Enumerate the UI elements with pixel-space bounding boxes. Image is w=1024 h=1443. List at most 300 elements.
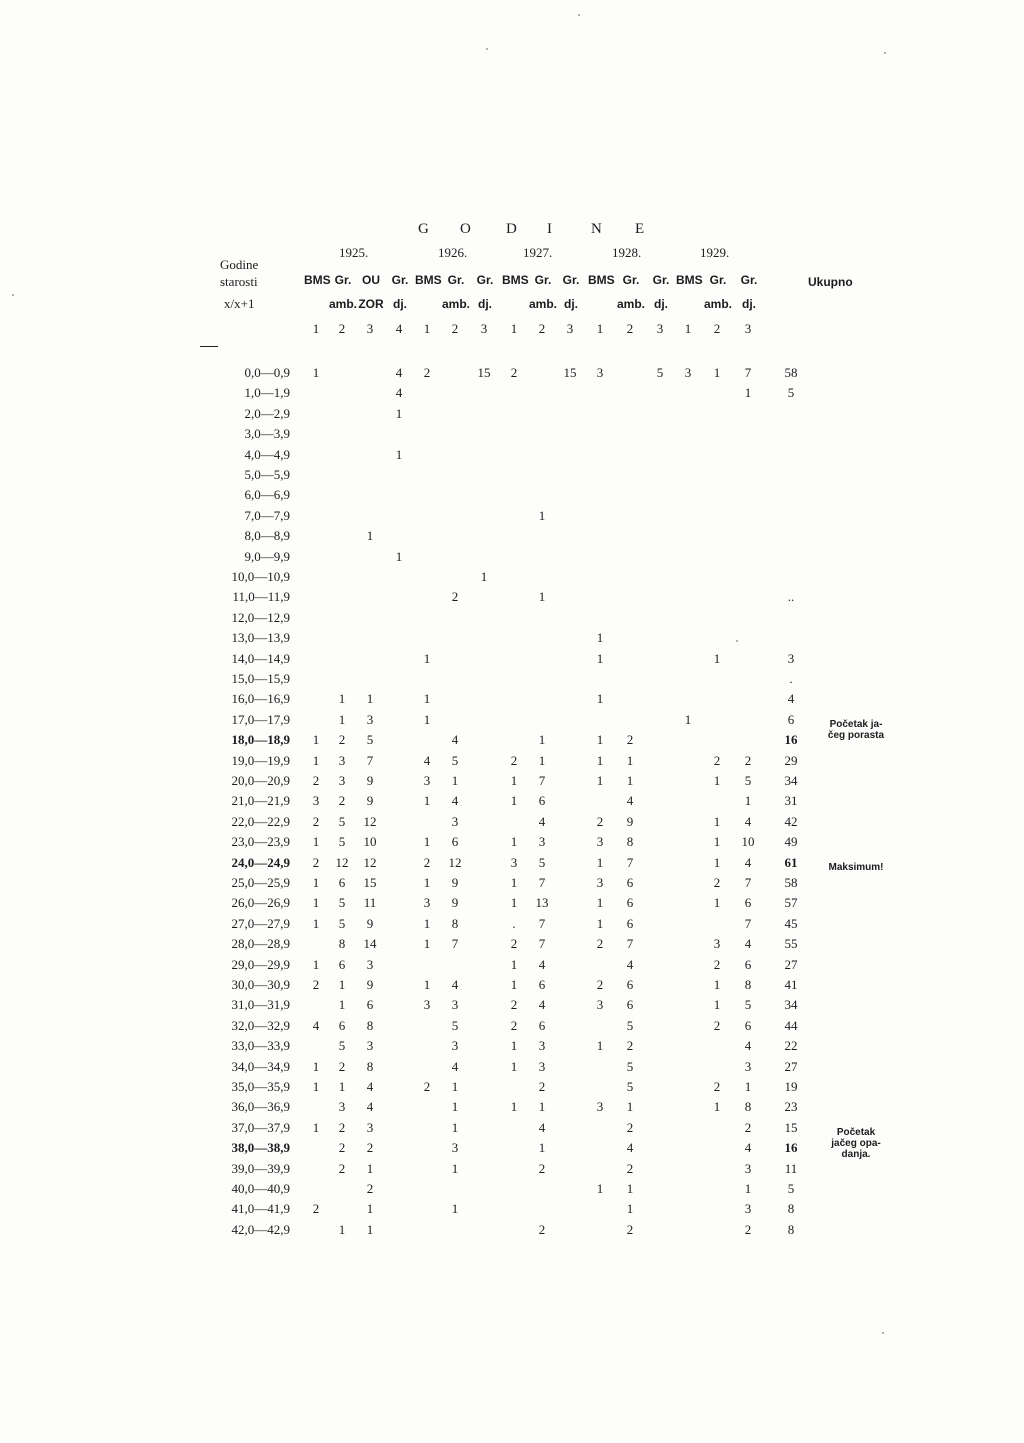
row-total: 16: [784, 732, 798, 748]
age-range: 5,0—5,9: [244, 467, 290, 482]
table-cell: 1: [366, 691, 374, 707]
table-cell: 2: [423, 854, 431, 870]
age-range: 3,0—3,9: [244, 426, 290, 442]
table-cell: 6: [451, 834, 459, 850]
table-cell: 1: [338, 1221, 346, 1237]
table-cell: 2: [744, 1221, 752, 1237]
table-cell: 4: [538, 813, 546, 829]
table-cell: 12: [363, 854, 377, 870]
table-cell: 1: [713, 1099, 721, 1115]
table-cell: 3: [596, 834, 604, 850]
age-range: 42,0—42,9: [231, 1221, 290, 1237]
table-cell: 4: [538, 997, 546, 1013]
table-cell: 1: [423, 793, 431, 809]
table-cell: 1: [366, 1221, 374, 1237]
row-total: 61: [784, 854, 798, 870]
column-subtype-label: dj.: [393, 297, 407, 311]
table-cell: 2: [626, 1160, 634, 1176]
column-type-label: Gr.: [709, 273, 727, 287]
year-label: 1928.: [612, 245, 642, 260]
table-cell: 1: [423, 915, 431, 931]
table-cell: 1: [596, 691, 604, 707]
table-cell: 4: [744, 1140, 752, 1156]
column-type-label: Gr.: [447, 273, 465, 287]
column-type-label: Gr.: [622, 273, 640, 287]
table-cell: 5: [451, 752, 459, 768]
table-cell: 4: [626, 793, 634, 809]
table-cell: 2: [510, 1017, 518, 1033]
column-type-label: OU: [362, 273, 380, 287]
table-cell: 9: [366, 773, 374, 788]
side-note-line: Početak ja-: [829, 718, 883, 730]
table-cell: 5: [366, 732, 374, 748]
table-cell: 1: [596, 773, 604, 788]
table-cell: 1: [713, 773, 721, 788]
table-cell: 4: [744, 1038, 752, 1054]
table-cell: 7: [744, 365, 752, 380]
age-range: 2,0—2,9: [244, 405, 290, 421]
table-cell: 1: [338, 997, 346, 1013]
table-cell: 1: [596, 630, 604, 646]
table-cell: 3: [596, 365, 604, 380]
table-cell: 1: [366, 528, 374, 544]
column-number: 3: [480, 321, 488, 336]
row-header-label: Godine: [220, 257, 259, 272]
table-cell: 9: [626, 813, 634, 829]
column-type-label: Gr.: [562, 273, 580, 287]
table-cell: 1: [713, 834, 721, 850]
row-total: 42: [784, 813, 798, 829]
side-note: [812, 862, 900, 873]
table-cell: 1: [596, 895, 604, 911]
table-cell: 1: [596, 1181, 604, 1196]
table-cell: 1: [312, 915, 320, 931]
table-cell: 6: [338, 1017, 346, 1033]
age-range: 27,0—27,9: [231, 915, 290, 931]
table-cell: 1: [423, 711, 431, 727]
row-total: .: [789, 671, 793, 686]
table-cell: 12: [363, 813, 377, 829]
column-number: 3: [656, 321, 664, 336]
table-cell: 7: [451, 936, 459, 952]
table-cell: 2: [510, 365, 518, 380]
table-cell: 1: [312, 1058, 320, 1074]
table-cell: 3: [451, 997, 459, 1013]
column-number: 1: [312, 321, 320, 336]
table-cell: 5: [338, 813, 346, 829]
table-cell: 1: [480, 569, 488, 584]
table-cell: 6: [744, 1017, 752, 1033]
table-cell: 1: [451, 1160, 459, 1176]
table-cell: 12: [335, 854, 349, 870]
row-total: 8: [787, 1201, 795, 1217]
table-cell: 8: [366, 1017, 374, 1033]
table-cell: 1: [510, 875, 518, 890]
table-cell: 3: [538, 834, 546, 850]
row-total: 15: [784, 1119, 798, 1135]
table-cell: 3: [338, 773, 346, 788]
table-cell: 5: [744, 773, 752, 788]
column-type-label: BMS: [304, 273, 331, 287]
table-cell: 4: [395, 385, 403, 401]
table-cell: 1: [338, 977, 346, 992]
table-cell: 5: [656, 365, 664, 380]
table-cell: 6: [626, 977, 634, 992]
table-cell: .: [512, 915, 516, 931]
table-cell: 1: [312, 895, 320, 911]
table-cell: 7: [366, 752, 374, 768]
age-range: 37,0—37,9: [231, 1119, 290, 1135]
row-total: 5: [787, 385, 795, 401]
table-cell: 2: [338, 1160, 346, 1176]
table-cell: 2: [596, 936, 604, 952]
column-number: 3: [366, 321, 374, 336]
table-cell: 1: [744, 1181, 752, 1196]
table-cell: 3: [366, 956, 374, 972]
table-cell: 3: [596, 1099, 604, 1115]
title-letter: O: [460, 221, 472, 237]
column-number: 4: [395, 321, 403, 336]
table-cell: 1: [338, 1079, 346, 1094]
age-range: 11,0—11,9: [232, 589, 290, 605]
table-cell: 5: [538, 854, 546, 870]
row-total: 8: [787, 1221, 795, 1237]
row-header-label: x/x+1: [224, 296, 255, 311]
table-cell: 1: [596, 1038, 604, 1054]
table-cell: 1: [596, 650, 604, 666]
table-cell: 5: [626, 1017, 634, 1033]
table-cell: 6: [366, 997, 374, 1013]
table-cell: 2: [713, 956, 721, 972]
table-cell: 1: [626, 773, 634, 788]
age-range: 36,0—36,9: [231, 1099, 290, 1115]
table-cell: 2: [312, 977, 320, 992]
table-cell: 2: [338, 1058, 346, 1074]
row-header-label: starosti: [220, 274, 258, 289]
table-cell: 9: [366, 915, 374, 931]
column-number: 2: [713, 321, 721, 336]
table-cell: 2: [423, 1079, 431, 1094]
table-cell: 1: [713, 895, 721, 911]
table-cell: 8: [366, 1058, 374, 1074]
table-cell: 11: [363, 895, 377, 911]
row-total: 5: [787, 1181, 795, 1196]
table-cell: 7: [538, 936, 546, 952]
column-type-label: Gr.: [391, 273, 409, 287]
age-range: 0,0—0,9: [244, 365, 290, 380]
row-total: 23: [784, 1099, 798, 1115]
table-cell: 1: [626, 752, 634, 768]
table-cell: 13: [535, 895, 549, 911]
table-cell: 3: [312, 793, 320, 809]
row-total: 11: [784, 1160, 798, 1176]
table-cell: 3: [366, 1038, 374, 1054]
table-cell: 4: [538, 956, 546, 972]
table-cell: 2: [423, 365, 431, 380]
table-cell: 4: [312, 1017, 320, 1033]
column-subtype-label: dj.: [654, 297, 668, 311]
age-range: 14,0—14,9: [231, 650, 290, 666]
side-note-line: čeg porasta: [827, 729, 885, 741]
row-total: 58: [784, 365, 798, 380]
table-cell: 2: [338, 732, 346, 748]
age-range: 28,0—28,9: [231, 936, 290, 952]
age-range: 32,0—32,9: [231, 1017, 290, 1033]
age-range: 12,0—12,9: [231, 609, 290, 625]
table-cell: 6: [538, 977, 546, 992]
table-cell: 1: [451, 1079, 459, 1094]
table-cell: 3: [713, 936, 721, 952]
table-cell: 1: [510, 895, 518, 911]
age-range: 1,0—1,9: [244, 385, 290, 401]
total-header: Ukupno: [808, 275, 853, 289]
table-cell: 6: [626, 997, 634, 1013]
table-cell: 6: [338, 956, 346, 972]
column-number: 2: [451, 321, 459, 336]
table-cell: 7: [626, 936, 634, 952]
table-cell: 8: [744, 1099, 752, 1115]
column-subtype-label: amb.: [617, 297, 646, 311]
table-cell: 2: [538, 1160, 546, 1176]
table-cell: 1: [744, 1079, 752, 1094]
row-total: 29: [784, 752, 798, 768]
table-cell: 1: [713, 997, 721, 1013]
table-cell: 3: [366, 1119, 374, 1135]
table-cell: 2: [626, 1221, 634, 1237]
table-cell: 1: [713, 813, 721, 829]
column-type-label: BMS: [415, 273, 442, 287]
side-note: [812, 719, 900, 741]
column-subtype-label: ZOR: [358, 297, 384, 311]
table-cell: 2: [538, 1079, 546, 1094]
column-subtype-label: amb.: [329, 297, 358, 311]
table-cell: 1: [451, 1119, 459, 1135]
age-range: 29,0—29,9: [231, 956, 290, 972]
age-range: 8,0—8,9: [244, 528, 290, 544]
table-cell: 10: [741, 834, 755, 850]
row-total: 45: [784, 915, 798, 931]
table-cell: 1: [538, 1140, 546, 1156]
column-number: 2: [338, 321, 346, 336]
table-cell: 5: [626, 1058, 634, 1074]
paper-speck: [736, 640, 738, 642]
table-cell: 3: [744, 1160, 752, 1176]
year-label: 1926.: [438, 245, 468, 260]
table-cell: 14: [363, 936, 377, 952]
table-cell: 1: [596, 752, 604, 768]
side-note-line: jačeg opa-: [831, 1137, 881, 1149]
table-cell: 3: [684, 365, 692, 380]
title-letter: E: [635, 221, 646, 237]
year-label: 1929.: [700, 245, 730, 260]
column-subtype-label: amb.: [529, 297, 558, 311]
table-cell: 2: [626, 1119, 634, 1135]
row-total: 6: [787, 711, 795, 727]
title-letter: G: [418, 221, 430, 237]
table-cell: 1: [713, 650, 721, 666]
table-cell: 3: [338, 1099, 346, 1115]
table-cell: 1: [366, 1160, 374, 1176]
table-cell: 6: [744, 895, 752, 911]
table-cell: 1: [395, 446, 403, 462]
table-cell: 2: [312, 813, 320, 829]
paper-speck: [884, 52, 886, 54]
table-cell: 1: [395, 405, 403, 421]
row-total: 4: [787, 691, 795, 707]
table-cell: 2: [713, 1017, 721, 1033]
paper-speck: [578, 14, 580, 16]
table-cell: 8: [744, 977, 752, 992]
age-range: 33,0—33,9: [231, 1038, 290, 1054]
column-subtype-label: dj.: [478, 297, 492, 311]
table-cell: 1: [713, 854, 721, 870]
table-cell: 1: [596, 854, 604, 870]
year-label: 1925.: [339, 245, 369, 260]
column-number: 3: [744, 321, 752, 336]
table-cell: 1: [538, 1099, 546, 1115]
table-cell: 1: [626, 1181, 634, 1196]
table-cell: 1: [510, 977, 518, 992]
table-cell: 1: [312, 732, 320, 748]
age-range: 39,0—39,9: [231, 1160, 290, 1176]
table-cell: 1: [538, 732, 546, 748]
row-total: 31: [784, 793, 798, 809]
table-cell: 1: [423, 936, 431, 952]
age-range: 18,0—18,9: [231, 732, 290, 748]
table-cell: 1: [423, 875, 431, 890]
title-letter: N: [591, 221, 603, 237]
table-cell: 8: [626, 834, 634, 850]
table-cell: 2: [312, 854, 320, 870]
table-cell: 1: [596, 915, 604, 931]
age-range: 31,0—31,9: [231, 997, 290, 1013]
age-range: 16,0—16,9: [231, 691, 290, 707]
table-cell: 15: [363, 875, 377, 890]
row-total: 44: [784, 1017, 798, 1033]
table-cell: 3: [596, 997, 604, 1013]
column-number: 1: [684, 321, 692, 336]
table-cell: 1: [626, 1099, 634, 1115]
table-cell: 1: [451, 1201, 459, 1217]
side-note-line: danja.: [841, 1148, 871, 1160]
row-total: 34: [784, 773, 798, 788]
row-total: 3: [787, 650, 795, 666]
row-total: 55: [784, 936, 798, 952]
table-cell: 1: [338, 691, 346, 707]
table-cell: 3: [366, 711, 374, 727]
age-range: 21,0—21,9: [231, 793, 290, 809]
row-total: 58: [784, 875, 798, 890]
age-range: 25,0—25,9: [231, 875, 290, 890]
table-cell: 4: [366, 1079, 374, 1094]
table-cell: 2: [596, 813, 604, 829]
table-cell: 1: [713, 977, 721, 992]
row-total: 49: [784, 834, 798, 850]
table-cell: 4: [451, 793, 459, 809]
side-note-line: Maksimum!: [828, 861, 884, 873]
table-cell: 4: [626, 1140, 634, 1156]
row-total: 22: [784, 1038, 798, 1054]
table-cell: 1: [744, 793, 752, 809]
table-cell: 7: [626, 854, 634, 870]
table-cell: 2: [510, 936, 518, 952]
column-number: 1: [510, 321, 518, 336]
age-range: 9,0—9,9: [244, 548, 290, 564]
table-cell: 1: [312, 365, 320, 380]
table-cell: 5: [744, 997, 752, 1013]
table-cell: 7: [538, 773, 546, 788]
table-cell: 12: [448, 854, 462, 870]
column-type-label: Gr.: [334, 273, 352, 287]
table-cell: 10: [363, 834, 377, 850]
table-cell: 15: [563, 365, 577, 380]
table-cell: 2: [338, 1119, 346, 1135]
row-total: 19: [784, 1079, 798, 1094]
table-cell: 1: [366, 1201, 374, 1217]
age-range: 35,0—35,9: [231, 1079, 290, 1094]
table-cell: 1: [510, 956, 518, 972]
table-cell: 5: [338, 915, 346, 931]
column-number: 1: [423, 321, 431, 336]
column-type-label: BMS: [588, 273, 615, 287]
table-cell: 2: [338, 1140, 346, 1156]
table-cell: 1: [312, 1119, 320, 1135]
table-cell: 1: [338, 711, 346, 727]
table-cell: 3: [538, 1038, 546, 1054]
column-number: 1: [596, 321, 604, 336]
table-cell: 8: [451, 915, 459, 931]
table-cell: 1: [510, 793, 518, 809]
column-subtype-label: dj.: [564, 297, 578, 311]
table-cell: 7: [744, 875, 752, 890]
table-cell: 4: [451, 1058, 459, 1074]
age-range: 40,0—40,9: [231, 1181, 290, 1196]
table-cell: 15: [477, 365, 491, 380]
age-range: 41,0—41,9: [231, 1201, 290, 1217]
side-note-line: Početak: [836, 1126, 876, 1138]
table-cell: 4: [451, 977, 459, 992]
paper-speck: [12, 294, 14, 296]
table-cell: 3: [538, 1058, 546, 1074]
row-total: ..: [787, 589, 795, 605]
header-rule: [200, 346, 218, 347]
table-cell: 1: [538, 752, 546, 768]
table-cell: 1: [312, 1079, 320, 1094]
column-number: 2: [626, 321, 634, 336]
row-total: 57: [784, 895, 798, 911]
table-cell: 2: [626, 1038, 634, 1054]
table-cell: 3: [744, 1201, 752, 1217]
table-cell: 1: [510, 1038, 518, 1054]
table-cell: 1: [744, 385, 752, 401]
year-label: 1927.: [523, 245, 553, 260]
table-cell: 2: [312, 1201, 320, 1217]
title-letter: D: [506, 221, 518, 237]
age-range: 34,0—34,9: [231, 1058, 290, 1074]
table-cell: 3: [510, 854, 518, 870]
table-cell: 3: [451, 1140, 459, 1156]
table-cell: 4: [744, 936, 752, 952]
table-cell: 4: [744, 854, 752, 870]
title-letter: I: [547, 221, 553, 237]
table-cell: 1: [684, 711, 692, 727]
age-range: 10,0—10,9: [231, 569, 290, 584]
row-total: 41: [784, 977, 798, 992]
table-cell: 2: [626, 732, 634, 748]
table-cell: 5: [451, 1017, 459, 1033]
column-type-label: Gr.: [534, 273, 552, 287]
table-cell: 2: [338, 793, 346, 809]
